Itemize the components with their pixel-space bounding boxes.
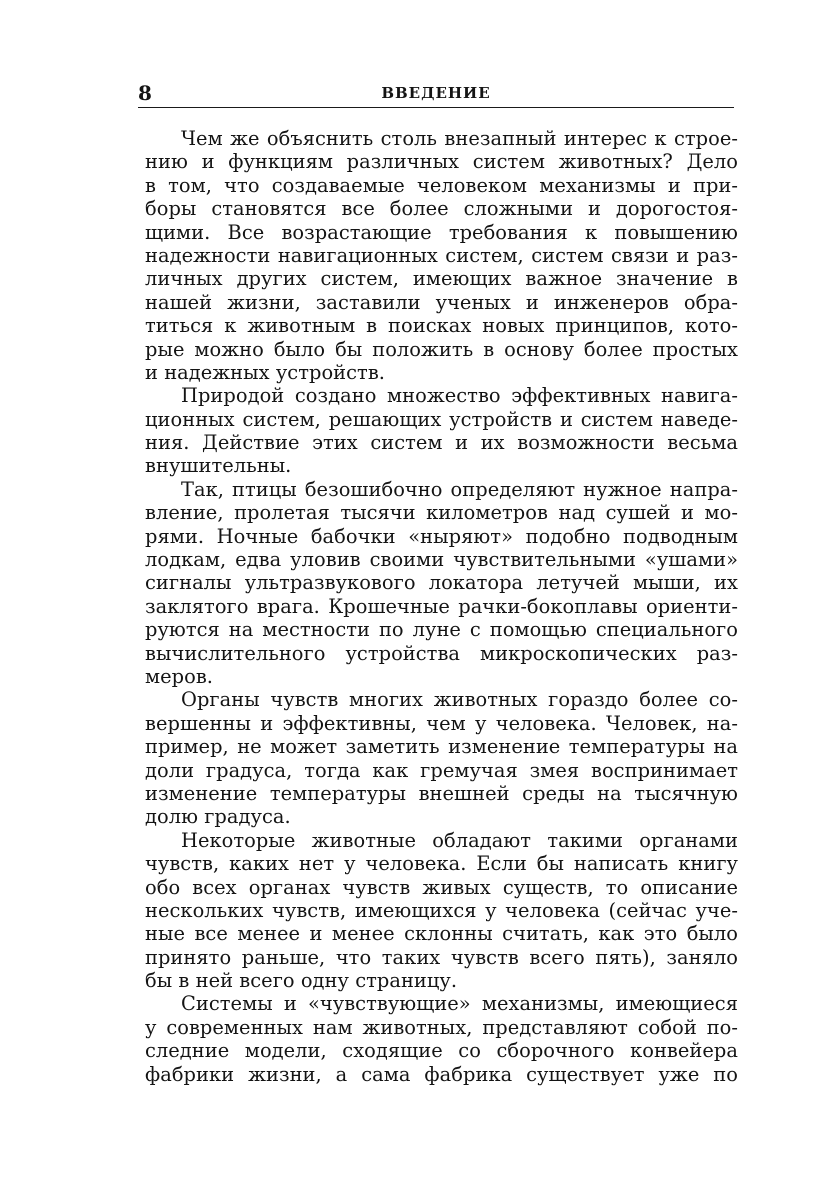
text-line: Природой создано множество эффективных навига- (181, 384, 738, 408)
page-number: 8 (138, 81, 152, 105)
text-line: боры становятся все более сложными и дорогостоя- (145, 197, 738, 221)
text-line: изменение температуры внешней среды на тысячную (145, 781, 738, 805)
text-line: доли градуса, тогда как гремучая змея воспринимает (145, 758, 738, 782)
text-line: чувств, каких нет у человека. Если бы написать книгу (145, 852, 738, 876)
paragraph (145, 478, 738, 689)
text-line: Органы чувств многих животных гораздо более со- (181, 688, 738, 712)
text-line: вление, пролетая тысячи километров над сушей и мо- (145, 501, 738, 525)
text-line: ционных систем, решающих устройств и систем наведе- (145, 407, 738, 431)
body-text (145, 127, 738, 1086)
paragraph (145, 829, 738, 993)
text-line: вычислительного устройства микроскопических раз- (145, 641, 738, 665)
text-line: фабрики жизни, а сама фабрика существует уже по (145, 1062, 738, 1086)
text-line: щими. Все возрастающие требования к повышению (145, 220, 738, 244)
text-line: Некоторые животные обладают такими органами (181, 828, 738, 852)
text-line: нашей жизни, заставили ученых и инженеров обра- (145, 290, 738, 314)
page-header (138, 82, 734, 108)
paragraph (145, 992, 738, 1086)
text-line: принято раньше, что таких чувств всего пять), заняло (145, 945, 738, 969)
text-line: Чем же объяснить столь внезапный интерес к строе- (181, 127, 738, 150)
text-line: вершенны и эффективны, чем у человека. Человек, на- (145, 711, 738, 735)
text-line: в том, что создаваемые человеком механизмы и при- (145, 173, 738, 197)
text-line: у современных нам животных, представляют собой по- (145, 1015, 738, 1039)
text-line: рями. Ночные бабочки «ныряют» подобно подводным (145, 524, 738, 548)
text-line: внушительны. (145, 454, 292, 478)
text-line: ния. Действие этих систем и их возможности весьма (145, 431, 738, 455)
text-line: пример, не может заметить изменение температуры на (145, 735, 738, 759)
text-line: заклятого врага. Крошечные рачки-бокоплавы ориенти- (145, 594, 738, 618)
text-line: бы в ней всего одну страницу. (145, 969, 458, 993)
text-line: следние модели, сходящие со сборочного конвейера (145, 1039, 738, 1063)
paragraph (145, 688, 738, 828)
text-line: нию и функциям различных систем животных? Дело (145, 150, 738, 174)
text-line: обо всех органах чувств живых существ, то описание (145, 875, 738, 899)
running-title: ВВЕДЕНИЕ (381, 84, 491, 102)
text-line: Так, птицы безошибочно определяют нужное напра- (181, 477, 738, 501)
text-line: руются на местности по луне с помощью специального (145, 618, 738, 642)
header-rule (138, 107, 734, 108)
text-line: рые можно было бы положить в основу более простых (145, 337, 738, 361)
text-line: титься к животным в поисках новых принципов, кото- (145, 314, 738, 338)
text-line: Системы и «чувствующие» механизмы, имеющиеся (181, 992, 738, 1016)
text-line: ные все менее и менее склонны считать, как это было (145, 922, 738, 946)
text-line: долю градуса. (145, 805, 291, 829)
text-line: и надежных устройств. (145, 360, 386, 384)
text-line: личных других систем, имеющих важное значение в (145, 267, 738, 291)
text-line: надежности навигационных систем, систем связи и раз- (145, 243, 738, 267)
text-line: лодкам, едва уловив своими чувствительными «ушами» (145, 548, 738, 572)
text-line: меров. (145, 664, 214, 688)
text-line: нескольких чувств, имеющихся у человека (сейчас уче- (145, 898, 738, 922)
paragraph (145, 127, 738, 384)
paragraph (145, 384, 738, 478)
text-line: сигналы ультразвукового локатора летучей мыши, их (145, 571, 738, 595)
